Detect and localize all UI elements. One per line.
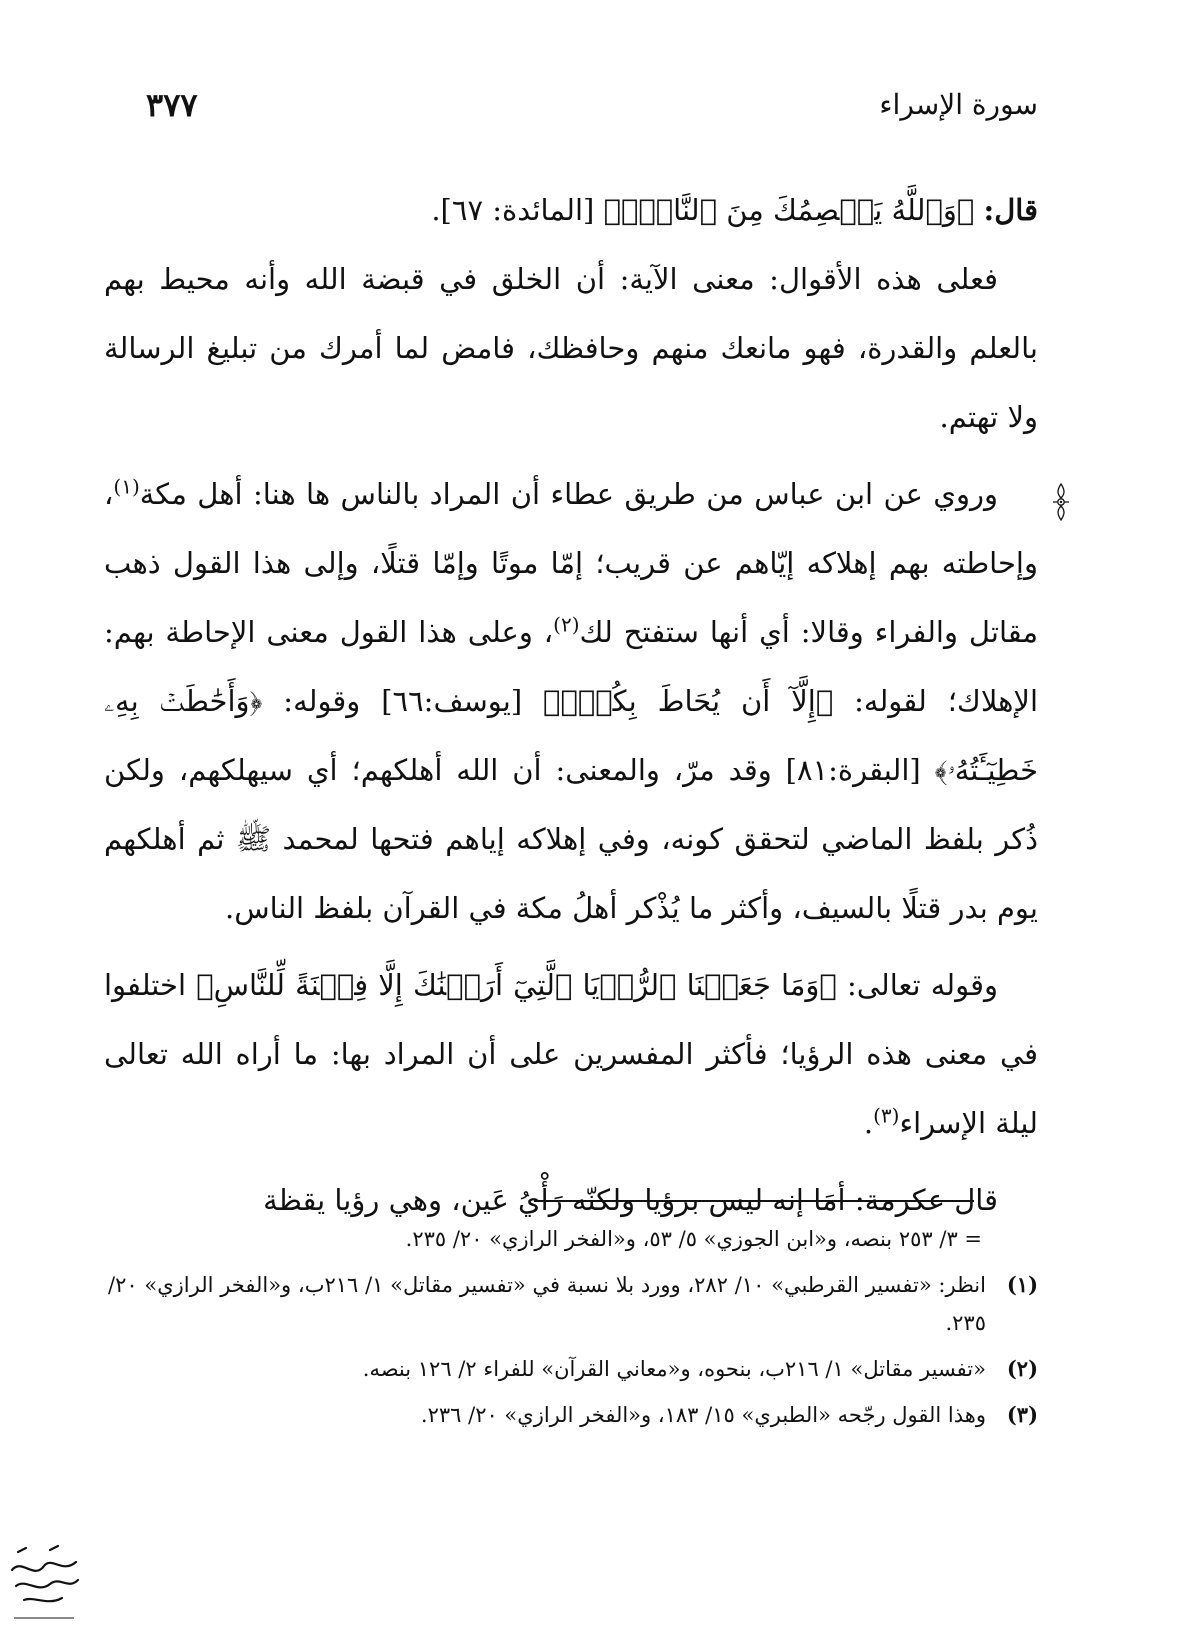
quran-verse: ﴿إِلَّآ أَن يُحَاطَ بِكُمۡۖ﴾ xyxy=(543,684,834,718)
paragraph-1 xyxy=(104,176,1038,245)
footnote-1 xyxy=(108,1266,1038,1342)
paragraph-2: فعلى هذه الأقوال: معنى الآية: أن الخلق في قبضة الله وأنه محيط بهم بالعلم والقدرة، فهو مانعك منهم وحافظك، فامض لما أمرك من تبليغ الرسالة ولا تهتم. xyxy=(104,262,1038,434)
footnote-3-number: (٣) xyxy=(1006,1402,1038,1427)
paragraph-3-text-a: وروي عن ابن عباس من طريق عطاء أن المراد بالناس ها هنا: أهل مكة xyxy=(139,477,998,511)
footnotes xyxy=(108,1220,1038,1442)
surah-title: سورة الإسراء xyxy=(879,88,1038,121)
paragraph-3-text-e: [البقرة:٨١] وقد مرّ، والمعنى: أن الله أهلكهم؛ أي سيهلكهم، ولكن ذُكر بلفظ الماضي لتحقق كونه، وفي إهلاكه إياهم فتحها لمحمد ﷺ ثم أهلكهم يوم بدر قتلًا بالسيف، وأكثر ما يُذْكر أهلُ مكة في القرآن بلفظ الناس. xyxy=(104,753,1038,925)
paragraph-3-text-d: [يوسف:٦٦] وقوله: xyxy=(283,684,523,718)
quran-verse: ﴿وَأَحَٰطَتۡ بِهِۦ خَطِيٓـَٔتُهُۥ﴾ xyxy=(104,684,1039,787)
paragraph-1-lead: قال: xyxy=(983,193,1038,227)
page-header xyxy=(108,78,1038,134)
footnote-1-number: (١) xyxy=(1006,1272,1038,1297)
footnote-divider xyxy=(534,1200,974,1202)
footnote-ref-2: (٢) xyxy=(553,612,580,637)
paragraph-4-text-b: اختلفوا في معنى هذه الرؤيا؛ فأكثر المفسرين على أن المراد بها: ما أراه الله تعالى ليلة الإسراء xyxy=(104,968,1038,1140)
footnote-2-number: (٢) xyxy=(1006,1356,1038,1381)
watermark-logo xyxy=(4,1540,84,1640)
margin-ornament-icon xyxy=(1050,482,1072,522)
paragraph-3 xyxy=(104,460,1038,943)
quran-verse: ﴿وَٱللَّهُ يَعۡصِمُكَ مِنَ ٱلنَّاسِۗ﴾ xyxy=(603,193,975,227)
footnote-ref-3: (٣) xyxy=(873,1103,900,1128)
footnote-ref-1: (١) xyxy=(113,474,140,499)
paragraph-4 xyxy=(104,951,1038,1158)
quran-verse: ﴿وَمَا جَعَلۡنَا ٱلرُّءۡيَا ٱلَّتِيٓ أَرَيۡنَٰكَ إِلَّا فِتۡنَةً لِّلنَّاسِ﴾ xyxy=(196,968,837,1002)
footnote-3 xyxy=(108,1396,1038,1434)
footnote-continuation: = ٣/ ٢٥٣ بنصه، و«ابن الجوزي» ٥/ ٥٣، و«الفخر الرازي» ٢٠/ ٢٣٥. xyxy=(405,1227,982,1251)
footnote-1-text: انظر: «تفسير القرطبي» ١٠/ ٢٨٢، وورد بلا نسبة في «تفسير مقاتل» ١/ ٢١٦ب، و«الفخر الرازي» ٢٠/ ٢٣٥. xyxy=(108,1273,986,1335)
paragraph-3-text-c: ، وعلى هذا القول معنى الإحاطة بهم: الإهلاك؛ لقوله: xyxy=(104,615,1039,718)
verse-reference: [المائدة: ٦٧]. xyxy=(431,193,595,227)
main-text xyxy=(104,176,1038,1235)
paragraph-4-text-c: . xyxy=(863,1106,874,1140)
paragraph-3-text-b: ، وإحاطته بهم إهلاكه إيّاهم عن قريب؛ إمّا موتًا وإمّا قتلًا، وإلى هذا القول ذهب مقاتل والفراء وقالا: أي أنها ستفتح لك xyxy=(104,477,1038,649)
paragraph-4-text-a: وقوله تعالى: xyxy=(846,968,998,1002)
footnote-2 xyxy=(108,1350,1038,1388)
footnote-3-text: وهذا القول رجّحه «الطبري» ١٥/ ١٨٣، و«الفخر الرازي» ٢٠/ ٢٣٦. xyxy=(420,1403,986,1427)
paragraph-5: قال عكرمة: أمَا إنه ليس برؤيا ولكنّه رَأْيُ عَين، وهي رؤيا يقظة xyxy=(263,1183,998,1217)
page-number: ٣٧٧ xyxy=(146,86,198,124)
footnote-2-text: «تفسير مقاتل» ١/ ٢١٦ب، بنحوه، و«معاني القرآن» للفراء ٢/ ١٢٦ بنصه. xyxy=(362,1357,986,1381)
